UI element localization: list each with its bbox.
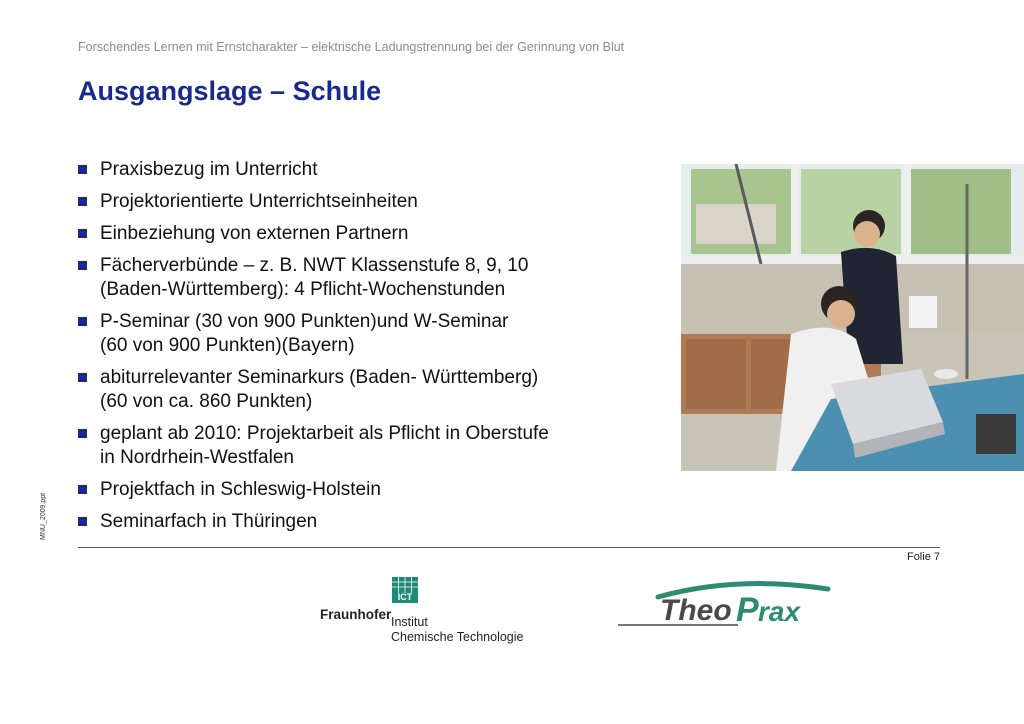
bullet-text: Projektfach in Schleswig-Holstein: [100, 479, 381, 500]
bullet-item: [78, 254, 638, 302]
file-reference: MNU_2009.ppt: [40, 492, 47, 540]
bullet-item: [78, 158, 638, 182]
bullet-text: Projektorientierte Unterrichtseinheiten: [100, 191, 418, 212]
bullet-text: P-Seminar (30 von 900 Punkten)und W-Seminar: [100, 311, 509, 332]
theoprax-theo: Theo: [660, 594, 732, 627]
bullet-text: (60 von ca. 860 Punkten): [100, 391, 313, 412]
slide-title: Ausgangslage – Schule: [78, 76, 382, 106]
grid-icon: [392, 577, 418, 593]
theoprax-rax: rax: [758, 596, 801, 627]
bullet-text: in Nordrhein-Westfalen: [100, 447, 294, 468]
bullet-text: geplant ab 2010: Projektarbeit als Pflicht in Oberstufe: [100, 423, 549, 444]
institute-line: Chemische Technologie: [391, 630, 524, 644]
bullet-text: abiturrelevanter Seminarkurs (Baden- Württemberg): [100, 367, 539, 388]
institute-name: [391, 615, 524, 645]
fraunhofer-name: Fraunhofer: [320, 607, 392, 622]
bullet-item: [78, 190, 638, 214]
theoprax-logo: [618, 575, 838, 635]
bullet-item: [78, 310, 638, 358]
bullet-text: Einbeziehung von externen Partnern: [100, 223, 409, 244]
bullet-square-icon: [78, 229, 87, 238]
ict-label: ICT: [397, 592, 413, 602]
bullet-item: [78, 222, 638, 246]
bullet-square-icon: [78, 429, 87, 438]
footer-divider: [78, 547, 940, 548]
bullet-text: Seminarfach in Thüringen: [100, 511, 318, 532]
institute-line: Institut: [391, 615, 428, 629]
bullet-item: [78, 422, 638, 470]
bullet-square-icon: [78, 485, 87, 494]
bullet-text: (60 von 900 Punkten)(Bayern): [100, 335, 355, 356]
slide-number: Folie 7: [906, 551, 940, 563]
lab-photo: [681, 164, 1024, 471]
bullet-text: (Baden-Württemberg): 4 Pflicht-Wochenstunden: [100, 279, 506, 300]
bullet-square-icon: [78, 165, 87, 174]
bullet-square-icon: [78, 517, 87, 526]
bullet-item: [78, 366, 638, 414]
presentation-subtitle: Forschendes Lernen mit Ernstcharakter – elektrische Ladungstrennung bei der Gerinnung von Blut: [78, 40, 625, 54]
bullet-square-icon: [78, 317, 87, 326]
bullet-text: Praxisbezug im Unterricht: [100, 159, 318, 180]
bullet-item: [78, 510, 638, 534]
svg-text:P: P: [736, 591, 759, 629]
bullet-list: [78, 158, 638, 542]
bullet-square-icon: [78, 373, 87, 382]
bullet-text: Fächerverbünde – z. B. NWT Klassenstufe 8, 9, 10: [100, 255, 529, 276]
fraunhofer-logo: [320, 575, 540, 650]
bullet-square-icon: [78, 261, 87, 270]
bullet-square-icon: [78, 197, 87, 206]
bullet-item: [78, 478, 638, 502]
